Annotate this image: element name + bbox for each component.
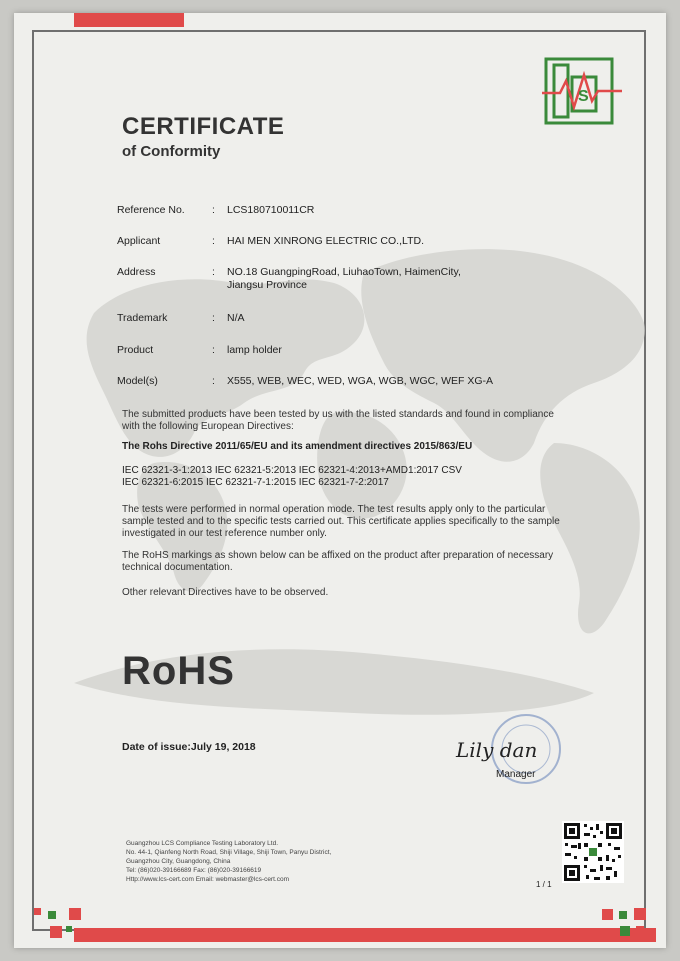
rohs-mark: RoHS (122, 649, 235, 693)
field-value: LCS180710011CR (227, 204, 315, 216)
decor-square (48, 911, 56, 919)
tests-paragraph: The tests were performed in normal operation mode. The test results apply only to the particular sample tested and to the specific tests carried out. This certificate applies specifically to the sample investigated in our test reference number only. (122, 504, 560, 539)
decor-square (50, 926, 62, 938)
standards-line-1: IEC 62321-3-1:2013 IEC 62321-5:2013 IEC 62321-4:2013+AMD1:2017 CSV (122, 465, 462, 476)
qr-code (562, 821, 624, 883)
signature-script: Lily dan (456, 738, 538, 762)
field-label: Trademark (117, 312, 168, 324)
logo-letter: S (578, 88, 589, 105)
footer-line: Guangzhou City, Guangdong, China (126, 858, 231, 865)
decor-square (634, 908, 646, 920)
field-value: N/A (227, 312, 245, 324)
lcs-logo (542, 55, 624, 127)
bottom-red-bar (74, 928, 656, 942)
decor-square (34, 908, 41, 915)
field-colon: : (212, 344, 215, 356)
field-value: lamp holder (227, 344, 282, 356)
page-number: 1 / 1 (536, 880, 552, 889)
field-value: NO.18 GuangpingRoad, LiuhaoTown, HaimenCity, Jiangsu Province (227, 266, 461, 291)
field-colon: : (212, 204, 215, 216)
decor-square (69, 908, 81, 920)
field-colon: : (212, 235, 215, 247)
decor-square (636, 926, 644, 934)
field-label: Applicant (117, 235, 161, 247)
date-of-issue: Date of issue:July 19, 2018 (122, 741, 256, 753)
decor-square (66, 926, 72, 932)
certificate-page (14, 13, 666, 948)
lab-footer (126, 839, 331, 884)
field-value: X555, WEB, WEC, WED, WGA, WGB, WGC, WEF XG-A (227, 375, 494, 387)
field-label: Product (117, 344, 154, 356)
top-red-bar (74, 13, 184, 27)
decor-square (602, 909, 613, 920)
signature-stamp (444, 713, 584, 793)
other-directives-paragraph: Other relevant Directives have to be observed. (122, 587, 329, 598)
field-colon: : (212, 312, 215, 324)
field-label: Model(s) (117, 375, 158, 387)
certificate-subtitle: of Conformity (122, 143, 221, 160)
field-colon: : (212, 375, 215, 387)
signer-role: Manager (496, 769, 536, 780)
field-colon: : (212, 266, 215, 278)
footer-line: Tel: (86)020-39166689 Fax: (86)020-39166619 (126, 867, 262, 874)
field-value: HAI MEN XINRONG ELECTRIC CO.,LTD. (227, 235, 424, 247)
footer-line: Http://www.lcs-cert.com Email: webmaster@lcs-cert.com (126, 876, 289, 883)
standards-line-2: IEC 62321-6:2015 IEC 62321-7-1:2015 IEC 62321-7-2:2017 (122, 477, 389, 488)
intro-paragraph: The submitted products have been tested by us with the listed standards and found in compliance with the following European Directives: (122, 409, 554, 432)
certificate-title: CERTIFICATE (122, 113, 285, 140)
footer-line: No. 44-1, Qianfeng North Road, Shiji Village, Shiji Town, Panyu District, (126, 849, 332, 856)
decor-square (620, 926, 630, 936)
field-label: Reference No. (117, 204, 185, 216)
footer-line: Guangzhou LCS Compliance Testing Laboratory Ltd. (126, 840, 279, 847)
field-label: Address (117, 266, 156, 278)
markings-paragraph: The RoHS markings as shown below can be affixed on the product after preparation of necessary technical documentation. (122, 550, 554, 573)
decor-square (619, 911, 627, 919)
directive-line: The Rohs Directive 2011/65/EU and its amendment directives 2015/863/EU (122, 441, 473, 452)
